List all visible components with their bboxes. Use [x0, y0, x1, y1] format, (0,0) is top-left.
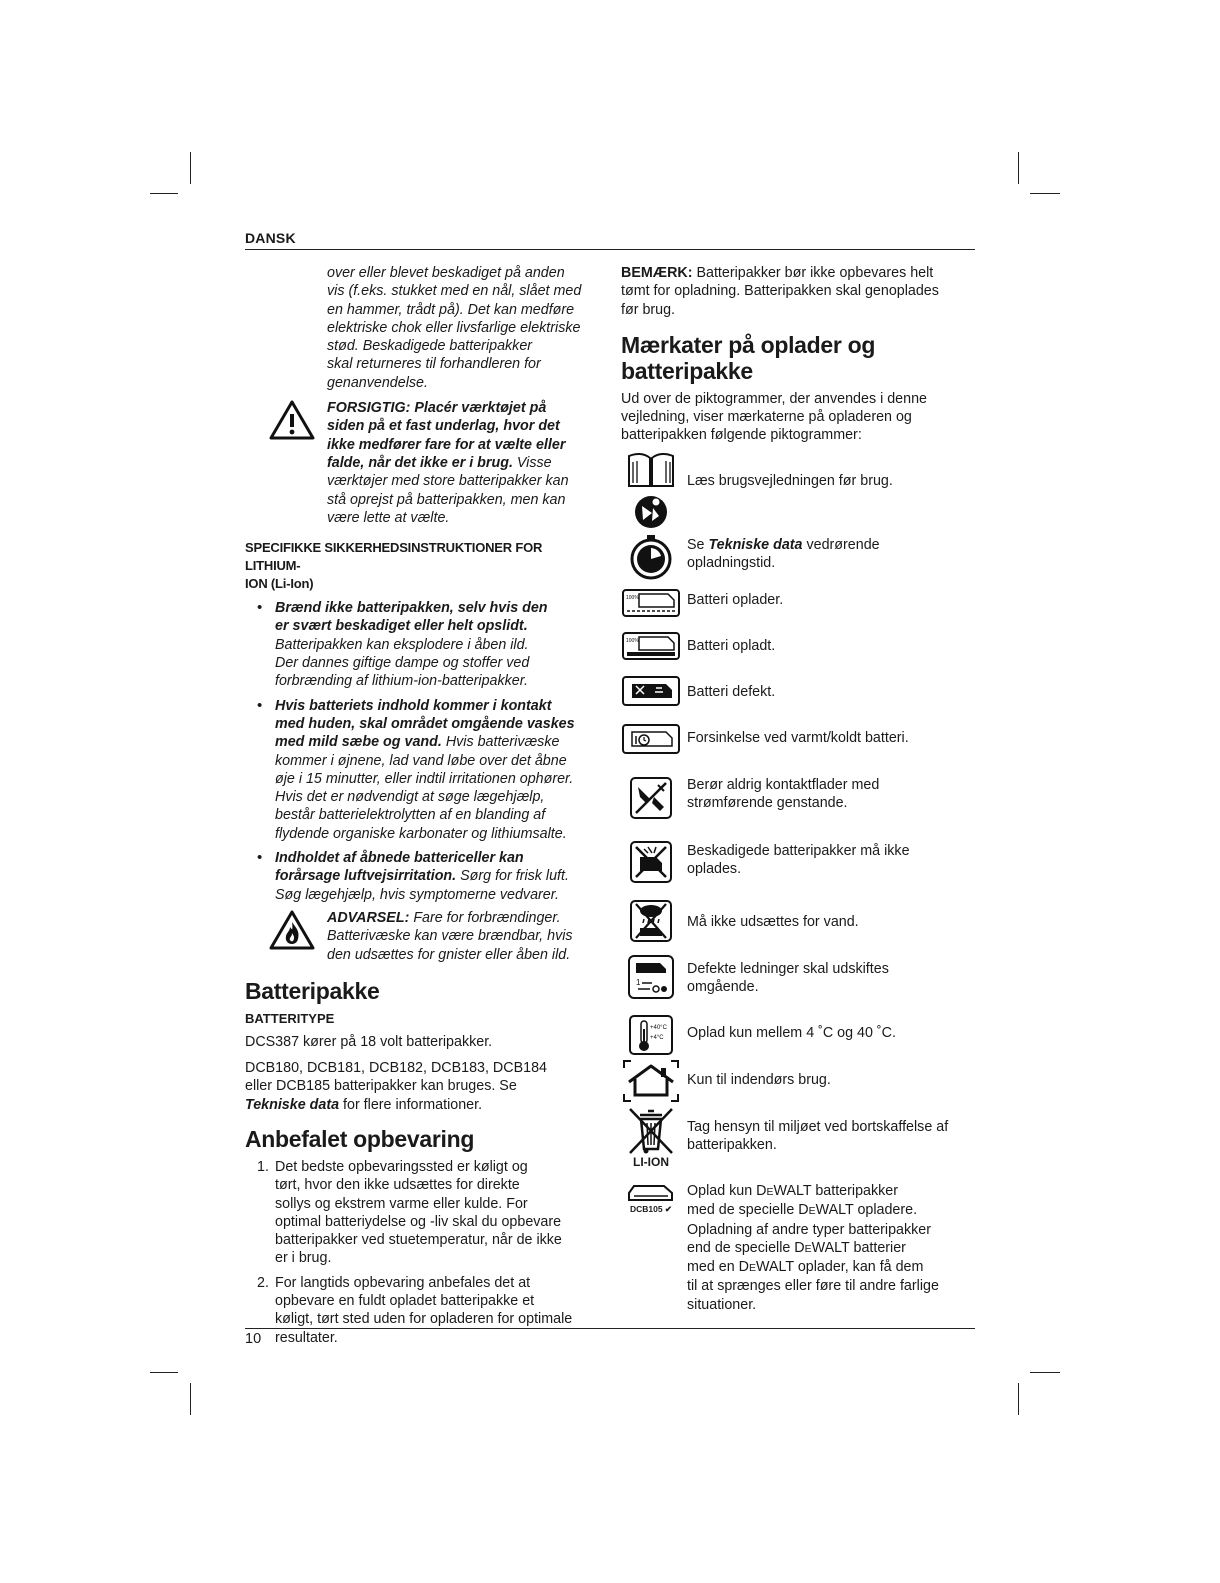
no-water-icon	[621, 900, 681, 942]
warning-block	[245, 909, 595, 964]
text-line: Batteri opladt.	[687, 638, 776, 654]
list-number: 2.	[257, 1274, 269, 1291]
battery-charging-icon	[621, 589, 681, 617]
text-line: stød. Beskadigede batteripakker	[327, 338, 533, 355]
text-line: flydende organiske karbonater og lithiumsalte.	[275, 825, 567, 842]
text-line: tømt for opladning. Batteripakken skal genoplades	[621, 283, 939, 300]
indoor-only-icon	[621, 1060, 681, 1102]
text-line: optimal batteriydelse og -liv skal du opbevare	[275, 1213, 562, 1230]
pictogram-label	[687, 536, 977, 573]
text-line: batteripakker ved stuetemperatur, når de ikke	[275, 1232, 562, 1249]
text-run: Oplad kun D	[687, 1183, 767, 1199]
text-line: Kun til indendørs brug.	[687, 1072, 831, 1088]
left-column	[245, 264, 595, 1347]
pictogram-label	[687, 960, 977, 997]
pictogram-label	[687, 1024, 977, 1042]
battery-type-heading: BATTERITYPE	[245, 1010, 335, 1026]
text-line: Der dannes giftige dampe og stoffer ved	[275, 655, 530, 672]
text-run: E	[804, 1242, 812, 1255]
text-line: Læs brugsvejledningen før brug.	[687, 473, 893, 489]
text-line	[687, 1182, 977, 1201]
text-line: før brug.	[621, 301, 676, 318]
caution-bold-tail: falde, når det ikke er i brug.	[327, 454, 513, 471]
crop-mark	[1030, 193, 1060, 194]
text-run: WALT opladere.	[815, 1202, 918, 1219]
battery-paragraph: DCS387 kører på 18 volt batteripakker.	[245, 1033, 493, 1050]
storage-section-title: Anbefalet opbevaring	[245, 1125, 475, 1152]
text-line: strømførende genstande.	[687, 795, 848, 812]
fire-warning-icon	[269, 909, 315, 951]
text-line: resultater.	[275, 1329, 338, 1346]
text-line: Ud over de piktogrammer, der anvendes i denne	[621, 390, 927, 407]
pictogram-label	[687, 842, 977, 879]
text-line: Oplad kun mellem 4 ˚C og 40 ˚C.	[687, 1025, 896, 1041]
pictogram-label	[687, 913, 977, 931]
text-line: genanvendelse.	[327, 374, 428, 391]
text-line: opbevare en fuldt opladet batteripakke et	[275, 1293, 535, 1310]
text-line: Søg lægehjælp, hvis symptomerne vedvarer.	[275, 886, 559, 903]
text-line: Defekte ledninger skal udskiftes	[687, 961, 889, 977]
pictogram-list	[621, 0, 976, 1583]
pictogram-label	[687, 591, 977, 609]
text-line: tørt, hvor den ikke udsættes for direkte	[275, 1177, 520, 1194]
text-line: er i brug.	[275, 1250, 332, 1267]
warning-triangle-icon	[269, 399, 315, 441]
text-line: batteripakken.	[687, 1137, 777, 1154]
battery-paragraph	[245, 1059, 595, 1114]
text-line: oplades.	[687, 861, 742, 878]
text-line: til at sprænges eller føre til andre farlige	[687, 1278, 939, 1295]
text-line: Hvis batteriets indhold kommer i kontakt	[275, 697, 552, 714]
text-line	[687, 1201, 977, 1220]
caution-line: stå oprejst på batteripakken, men kan	[327, 491, 566, 508]
crop-mark	[1030, 1372, 1060, 1373]
crop-mark	[190, 1383, 191, 1415]
text-line: Brænd ikke batteripakken, selv hvis den	[275, 600, 548, 617]
crop-mark	[150, 193, 178, 194]
text-line: med huden, skal området omgående vaskes	[275, 715, 575, 732]
text-line: Indholdet af åbnede battericeller kan	[275, 850, 524, 867]
note-label: BEMÆRK:	[621, 265, 693, 281]
text-run: WALT oplader, kan få dem	[756, 1259, 924, 1276]
text-line: er svært beskadiget eller helt opslidt.	[275, 618, 528, 635]
text-line: forbrænding af lithium-ion-batteripakker.	[275, 673, 528, 690]
heading-line: Mærkater på oplader og	[621, 331, 876, 358]
timer-icon	[621, 534, 681, 580]
text-run: WALT batterier	[811, 1239, 906, 1256]
text-line: batteripakken følgende piktogrammer:	[621, 427, 862, 444]
text-line: kommer i øjnene, lad vand løbe over det åbne	[275, 752, 567, 769]
text-line: Berør aldrig kontaktflader med	[687, 777, 880, 793]
replace-cords-icon	[621, 955, 681, 999]
bullet-icon: •	[257, 599, 263, 617]
text-line: Forsinkelse ved varmt/koldt batteri.	[687, 730, 909, 746]
text-run: for flere informationer.	[339, 1096, 483, 1113]
text-line: den udsættes for gnister eller åben ild.	[327, 946, 571, 963]
caution-line: være lette at vælte.	[327, 509, 450, 526]
text-run: med de specielle D	[687, 1202, 809, 1219]
text-line: For langtids opbevaring anbefales det at	[275, 1274, 531, 1291]
text-line: en hammer, trådt på). Det kan medføre	[327, 301, 575, 318]
crop-mark	[190, 152, 191, 184]
battery-percent-text: 100%	[626, 595, 639, 601]
text-line: køligt, tørt sted uden for opladeren for optimale	[275, 1311, 573, 1328]
pictogram-label	[687, 1071, 977, 1089]
footer-rule	[245, 1328, 975, 1329]
dewalt-charger-icon	[621, 1184, 681, 1215]
hot-cold-delay-icon	[621, 724, 681, 754]
caution-italic-tail: Visse	[512, 454, 552, 471]
crop-mark	[1018, 1383, 1019, 1415]
list-item	[245, 1158, 595, 1268]
battery-percent-text: 100%	[626, 638, 639, 644]
pictogram-label	[687, 1182, 977, 1314]
text-run: Fare for forbrændinger.	[409, 909, 561, 926]
specific-safety-heading	[245, 539, 595, 593]
text-line: opladningstid.	[687, 555, 776, 572]
list-item	[245, 1274, 595, 1347]
pictogram-label	[687, 1118, 977, 1155]
pictogram-label	[687, 683, 977, 701]
text-run: E	[748, 1262, 756, 1275]
text-line	[687, 1258, 977, 1277]
text-line: Batterivæske kan være brændbar, hvis	[327, 928, 573, 945]
battery-charged-icon	[621, 632, 681, 660]
text-line: Batteri defekt.	[687, 684, 776, 700]
recycle-bin-icon	[621, 1105, 681, 1169]
caution-line: værktøjer med store batteripakker kan	[327, 473, 569, 490]
text-line: består batterielektrolytten af en blanding af	[275, 807, 546, 824]
no-charge-damaged-icon	[621, 841, 681, 883]
text-run: Batteripakker bør ikke opbevares helt	[692, 265, 934, 281]
text-line: Det bedste opbevaringssted er køligt og	[275, 1158, 528, 1175]
text-run: E	[808, 1205, 816, 1218]
bullet-item	[245, 849, 595, 904]
bullet-icon: •	[257, 849, 263, 867]
text-run: med en D	[687, 1259, 749, 1276]
crop-mark	[150, 1372, 178, 1373]
caution-line: ikke medfører fare for at vælte eller	[327, 436, 566, 453]
text-line: eller DCB185 batteripakker kan bruges. Se	[245, 1078, 517, 1095]
temp-min-text: +4°C	[650, 1035, 664, 1041]
heading-line: ION (Li-Ion)	[245, 576, 314, 592]
text-line: vejledning, viser mærkaterne på opladeren og	[621, 409, 912, 426]
charger-model-caption: DCB105 ✔	[629, 1204, 673, 1214]
pictogram-label	[687, 776, 977, 813]
text-run: Tekniske data	[245, 1096, 340, 1113]
battery-section-title: Batteripakke	[245, 977, 380, 1004]
recycle-caption: LI-ION	[633, 1155, 669, 1169]
text-run: vedrørende	[802, 537, 880, 553]
text-line: Tag hensyn til miljøet ved bortskaffelse af	[687, 1119, 949, 1135]
continued-paragraph	[327, 264, 595, 392]
text-run: WALT batteripakker	[773, 1183, 898, 1199]
crop-mark	[1018, 152, 1019, 184]
text-line: sollys og ekstrem varme eller kulde. For	[275, 1195, 528, 1212]
text-line: situationer.	[687, 1296, 757, 1313]
bullet-icon: •	[257, 696, 263, 714]
read-manual-icon	[621, 450, 681, 530]
text-line: Må ikke udsættes for vand.	[687, 914, 859, 930]
text-run: Hvis batterivæske	[441, 734, 560, 751]
text-run: forårsage luftvejsirritation.	[275, 868, 457, 885]
text-line: Opladning af andre typer batteripakker	[687, 1221, 931, 1238]
text-line: vis (f.eks. stukket med en nål, slået med	[327, 283, 582, 300]
caution-line: FORSIGTIG: Placér værktøjet på	[327, 400, 547, 417]
text-run: Se	[687, 537, 709, 553]
temp-max-text: +40°C	[650, 1025, 667, 1031]
pictogram-label	[687, 637, 977, 655]
text-line: Beskadigede batteripakker må ikke	[687, 843, 910, 859]
heading-line: batteripakke	[621, 357, 753, 384]
caution-block	[245, 399, 595, 527]
page-number: 10	[245, 1331, 262, 1347]
battery-defect-icon	[621, 676, 681, 706]
text-line: Batteripakken kan eksplodere i åben ild.	[275, 636, 529, 653]
text-run: Sørg for frisk luft.	[456, 868, 569, 885]
pictogram-label	[687, 472, 977, 490]
text-line: øje i 15 minutter, eller indtil irritationen ophører.	[275, 770, 574, 787]
svg-text:1: 1	[636, 978, 641, 987]
no-conductive-objects-icon	[621, 777, 681, 819]
list-number: 1.	[257, 1158, 269, 1175]
text-run: med mild sæbe og vand.	[275, 734, 442, 751]
text-line: skal returneres til forhandleren for	[327, 356, 541, 373]
text-line	[687, 1239, 977, 1258]
thermometer-icon	[621, 1015, 681, 1055]
text-line: omgående.	[687, 979, 759, 996]
text-line: over eller blevet beskadiget på anden	[327, 265, 565, 281]
language-header: DANSK	[245, 230, 296, 246]
warning-label: ADVARSEL:	[327, 909, 410, 926]
text-line: elektriske chok eller livsfarlige elektriske	[327, 319, 581, 336]
text-line: DCB180, DCB181, DCB182, DCB183, DCB184	[245, 1060, 547, 1077]
text-run: Tekniske data	[708, 537, 803, 553]
heading-line: SPECIFIKKE SIKKERHEDSINSTRUKTIONER FOR LITHIUM-	[245, 540, 543, 574]
pictogram-label	[687, 729, 977, 747]
text-run: end de specielle D	[687, 1239, 805, 1256]
text-line: Batteri oplader.	[687, 592, 784, 608]
bullet-item	[245, 697, 595, 843]
bullet-item	[245, 599, 595, 690]
text-run: E	[766, 1186, 774, 1198]
caution-line: siden på et fast underlag, hvor det	[327, 418, 560, 435]
text-line: Hvis det er nødvendigt at søge lægehjælp,	[275, 789, 545, 806]
